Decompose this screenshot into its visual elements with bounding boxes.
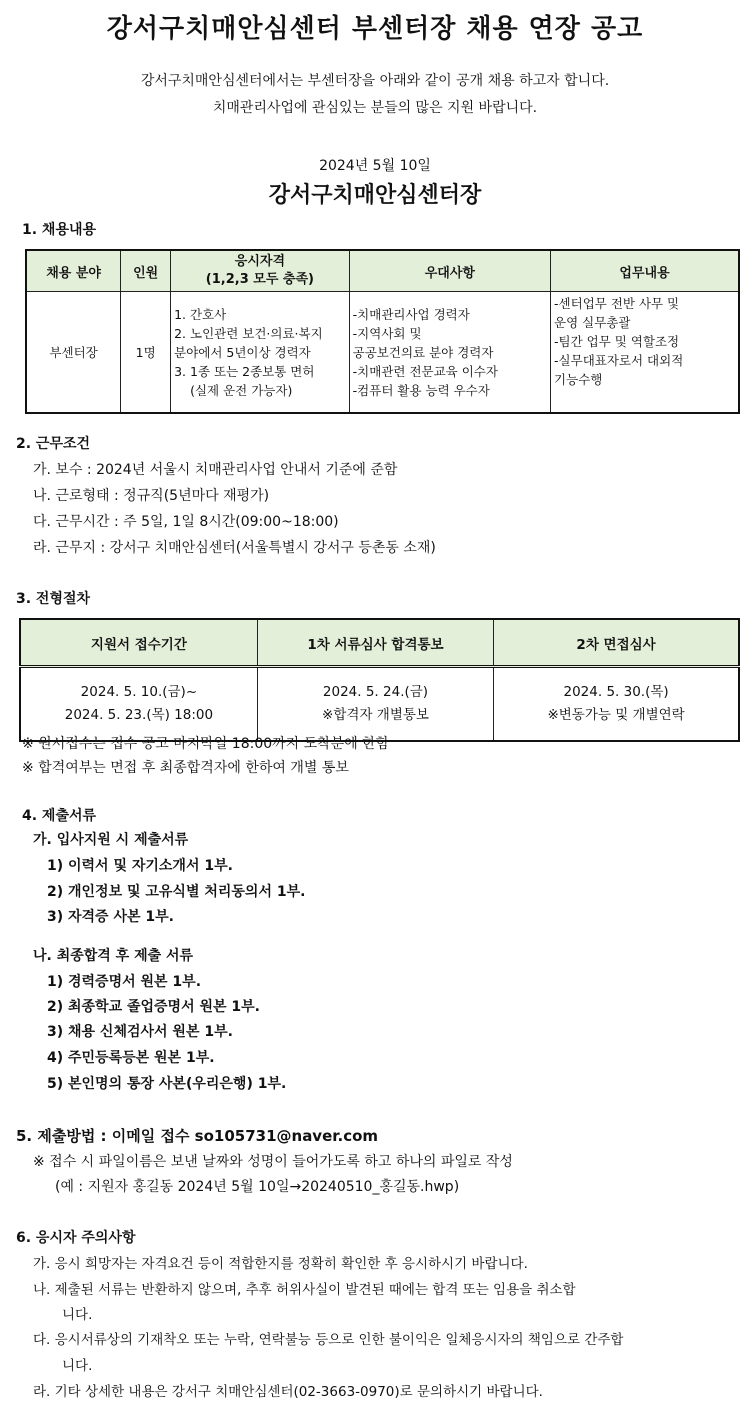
cell-preference [349, 292, 550, 414]
cell-field: 부센터장 [26, 292, 121, 414]
header-field: 채용 분야 [26, 250, 121, 292]
header-duty: 업무내용 [551, 250, 739, 292]
submission-example: (예 : 지원자 홍길동 2024년 5월 10일→20240510_홍길동.hwp) [55, 1179, 460, 1195]
page-title: 강서구치매안심센터 부센터장 채용 연장 공고 [106, 14, 644, 44]
cell-count: 1명 [121, 292, 171, 414]
process-note-2: ※ 합격여부는 면접 후 최종합격자에 한하여 개별 통보 [22, 760, 349, 776]
header-interview: 2차 면접심사 [494, 619, 739, 667]
pref-line: -지역사회 및 [352, 325, 422, 341]
pref-line: -치매관련 전문교육 이수자 [352, 363, 498, 379]
cell-duty [551, 292, 739, 414]
final-doc-item: 2) 최종학교 졸업증명서 원본 1부. [47, 999, 260, 1015]
header-qualification [171, 250, 350, 292]
submission-note: ※ 접수 시 파일이름은 보낸 날짜와 성명이 들어가도록 하고 하나의 파일로 작성 [33, 1154, 513, 1170]
review-note: ※합격자 개별통보 [322, 707, 429, 723]
section-4-heading: 4. 제출서류 [22, 808, 97, 824]
review-date: 2024. 5. 24.(금) [322, 684, 429, 700]
caution-line-cont: 니다. [62, 1307, 93, 1323]
intro-line-2: 치매관리사업에 관심있는 분들의 많은 지원 바랍니다. [212, 100, 538, 116]
duty-line: -팀간 업무 및 역할조정 [554, 334, 680, 349]
application-doc-item: 1) 이력서 및 자기소개서 1부. [47, 858, 233, 874]
condition-type: 나. 근로형태 : 정규직(5년마다 재평가) [33, 488, 270, 504]
final-doc-item: 5) 본인명의 통장 사본(우리은행) 1부. [47, 1076, 287, 1092]
intro-line-1: 강서구치매안심센터에서는 부센터장을 아래와 같이 공개 채용 하고자 합니다. [140, 73, 610, 89]
header-document-review: 1차 서류심사 합격통보 [257, 619, 493, 667]
qual-line: 3. 1종 또는 2종보통 면허 [174, 363, 315, 379]
duty-line: 운영 실무총괄 [554, 315, 631, 330]
interview-date: 2024. 5. 30.(목) [563, 684, 669, 700]
period-start: 2024. 5. 10.(금)~ [80, 684, 198, 700]
interview-note: ※변동가능 및 개별연락 [547, 707, 685, 723]
duty-line: -센터업무 전반 사무 및 [554, 296, 680, 311]
period-end: 2024. 5. 23.(목) 18:00 [64, 707, 214, 723]
section-1-heading: 1. 채용내용 [22, 222, 97, 238]
pref-line: -컴퓨터 활용 능력 우수자 [352, 382, 490, 398]
notice-date: 2024년 5월 10일 [319, 158, 431, 174]
process-note-1: ※ 원서접수는 접수 공고 마지막일 18:00까지 도착분에 한함 [22, 736, 390, 752]
section-6-heading: 6. 응시자 주의사항 [16, 1230, 136, 1246]
process-table [19, 618, 740, 742]
cell-qualification [171, 292, 350, 414]
duty-line: 기능수행 [554, 372, 603, 387]
caution-line: 라. 기타 상세한 내용은 강서구 치매안심센터(02-3663-0970)로 문의하시기 바랍니다. [33, 1384, 543, 1400]
application-doc-item: 2) 개인정보 및 고유식별 처리동의서 1부. [47, 884, 306, 900]
recruitment-table [25, 249, 740, 414]
section-3-heading: 3. 전형절차 [16, 591, 91, 607]
pref-line: 공공보건의료 분야 경력자 [352, 344, 494, 360]
cell-document-review [257, 667, 493, 742]
caution-line-cont: 니다. [62, 1358, 93, 1374]
header-preference: 우대사항 [349, 250, 550, 292]
cell-application-period [20, 667, 257, 742]
issuer: 강서구치매안심센터장 [268, 183, 482, 208]
subheading-application-docs: 가. 입사지원 시 제출서류 [33, 832, 189, 848]
final-doc-item: 1) 경력증명서 원본 1부. [47, 974, 202, 990]
header-qualification-main: 응시자격 [234, 254, 285, 269]
qual-line: 분야에서 5년이상 경력자 [174, 344, 311, 360]
header-count: 인원 [121, 250, 171, 292]
caution-line: 다. 응시서류상의 기재착오 또는 누락, 연락불능 등으로 인한 불이익은 일체응시자의 책임으로 간주합 [33, 1332, 624, 1348]
final-doc-item: 3) 채용 신체검사서 원본 1부. [47, 1024, 233, 1040]
condition-location: 라. 근무지 : 강서구 치매안심센터(서울특별시 강서구 등촌동 소재) [33, 540, 436, 556]
caution-line: 나. 제출된 서류는 반환하지 않으며, 추후 허위사실이 발견된 때에는 합격 또는 임용을 취소합 [33, 1282, 576, 1298]
header-qualification-sub: (1,2,3 모두 충족) [205, 272, 314, 287]
application-doc-item: 3) 자격증 사본 1부. [47, 909, 174, 925]
section-5-heading: 5. 제출방법 : 이메일 접수 so105731@naver.com [16, 1127, 379, 1145]
cell-interview [494, 667, 739, 742]
duty-line: -실무대표자로서 대외적 [554, 353, 684, 368]
subheading-final-docs: 나. 최종합격 후 제출 서류 [33, 948, 194, 964]
condition-hours: 다. 근무시간 : 주 5일, 1일 8시간(09:00~18:00) [33, 514, 339, 530]
condition-salary: 가. 보수 : 2024년 서울시 치매관리사업 안내서 기준에 준함 [33, 462, 398, 478]
qual-line: (실제 운전 가능자) [190, 382, 293, 398]
final-doc-item: 4) 주민등록등본 원본 1부. [47, 1050, 215, 1066]
header-application-period: 지원서 접수기간 [20, 619, 257, 667]
qual-line: 1. 간호사 [174, 306, 227, 322]
pref-line: -치매관리사업 경력자 [352, 306, 470, 322]
qual-line: 2. 노인관련 보건·의료·복지 [174, 325, 323, 341]
caution-line: 가. 응시 희망자는 자격요건 등이 적합한지를 정확히 확인한 후 응시하시기 바랍니다. [33, 1256, 528, 1272]
section-2-heading: 2. 근무조건 [16, 436, 91, 452]
